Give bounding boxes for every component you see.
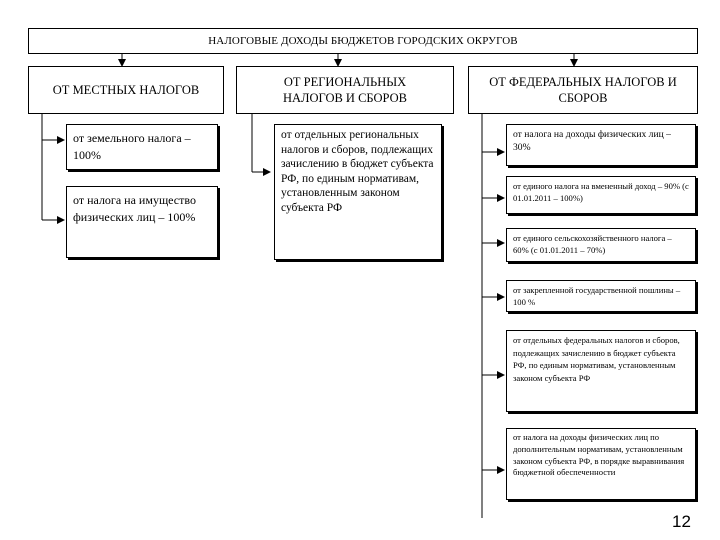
- regional-item-taxes: от отдельных региональных налогов и сборов, подлежащих зачислению в бюджет субъекта РФ, по единым нормативам, установленным законом субъекта РФ: [274, 124, 442, 260]
- header-local-taxes: ОТ МЕСТНЫХ НАЛОГОВ: [28, 66, 224, 114]
- federal-item-ndfl-additional: от налога на доходы физических лиц по дополнительным нормативам, установленным законом субъекта РФ, в порядке выравнивания бюджетной обеспеченности: [506, 428, 696, 500]
- local-item-land-tax: от земельного налога – 100%: [66, 124, 218, 170]
- federal-item-federal-taxes: от отдельных федеральных налогов и сборов, подлежащих зачислению в бюджет субъекта РФ, по единым нормативам, установленным законом субъекта РФ: [506, 330, 696, 412]
- header-federal-taxes: ОТ ФЕДЕРАЛЬНЫХ НАЛОГОВ И СБОРОВ: [468, 66, 698, 114]
- federal-item-envd: от единого налога на вмененный доход – 90% (с 01.01.2011 – 100%): [506, 176, 696, 214]
- federal-item-ndfl-30: от налога на доходы физических лиц – 30%: [506, 124, 696, 166]
- page-number: 12: [672, 512, 691, 531]
- federal-item-state-duty: от закрепленной государственной пошлины – 100 %: [506, 280, 696, 312]
- diagram-title: НАЛОГОВЫЕ ДОХОДЫ БЮДЖЕТОВ ГОРОДСКИХ ОКРУГОВ: [28, 28, 698, 54]
- header-regional-taxes: ОТ РЕГИОНАЛЬНЫХ НАЛОГОВ И СБОРОВ: [236, 66, 454, 114]
- federal-item-eskhn: от единого сельскохозяйственного налога – 60% (с 01.01.2011 – 70%): [506, 228, 696, 262]
- local-item-property-tax: от налога на имущество физических лиц – 100%: [66, 186, 218, 258]
